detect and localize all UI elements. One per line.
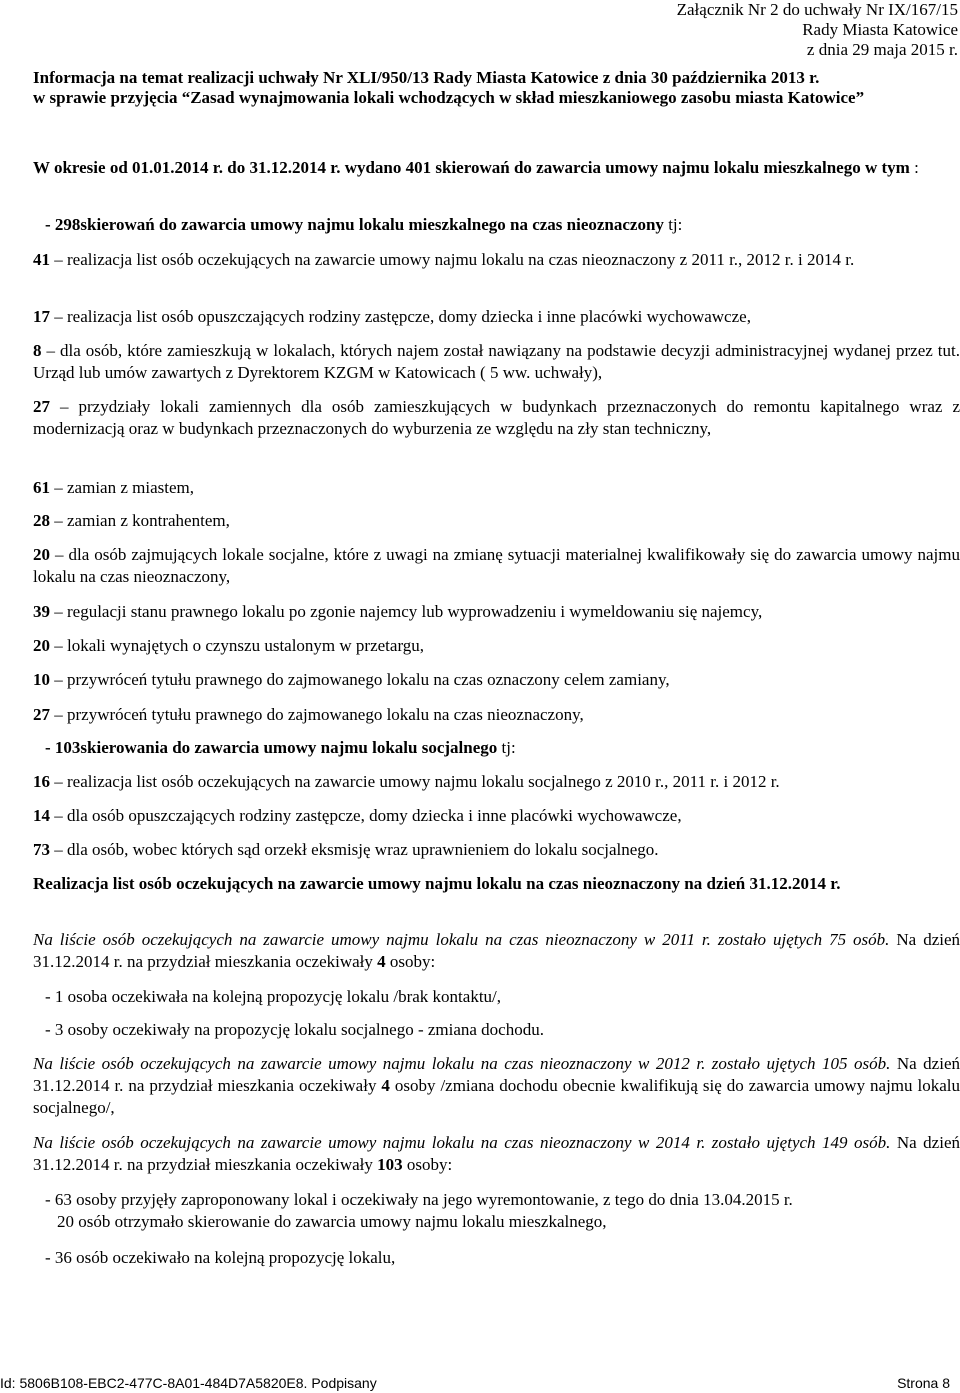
title-line: w sprawie przyjęcia “Zasad wynajmowania lokali wchodzących w skład mieszkaniowego zasobu miasta Katowice” <box>33 88 865 107</box>
title-line: Informacja na temat realizacji uchwały Nr XLI/950/13 Rady Miasta Katowice z dnia 30 października 2013 r. <box>33 68 820 87</box>
item-text: – regulacji stanu prawnego lokalu po zgonie najemcy lub wyprowadzeniu i wymeldowaniu się najemcy, <box>50 602 763 621</box>
section-bold: - 103skierowania do zawarcia umowy najmu lokalu socjalnego <box>45 738 498 757</box>
realization-heading-text: Realizacja list osób oczekujących na zawarcie umowy najmu lokalu na czas nieoznaczony na dzień 31.12.2014 r. <box>33 874 841 893</box>
item-text: – zamian z miastem, <box>50 478 194 497</box>
list-item <box>33 635 960 657</box>
list-item <box>33 510 960 532</box>
item-text: – realizacja list osób oczekujących na zawarcie umowy najmu lokalu na czas nieoznaczony z 2011 r., 2012 r. i 2014 r. <box>50 250 855 269</box>
list-2014-bullet-line: - 63 osoby przyjęły zaproponowany lokal i oczekiwały na jego wyremontowanie, z tego do dnia 13.04.2015 r. <box>45 1190 793 1209</box>
item-number: 27 <box>33 705 50 724</box>
list-2011-text: osoby: <box>385 952 436 971</box>
annex-line: z dnia 29 maja 2015 r. <box>806 40 958 59</box>
item-number: 27 <box>33 397 50 416</box>
list-item <box>33 544 960 588</box>
item-number: 73 <box>33 840 50 859</box>
item-number: 10 <box>33 670 50 689</box>
list-2011-bullet: - 1 osoba oczekiwała na kolejną propozycję lokalu /brak kontaktu/, <box>45 987 502 1006</box>
item-number: 8 <box>33 341 42 360</box>
list-item <box>33 805 960 827</box>
annex-line: Rady Miasta Katowice <box>802 20 958 39</box>
section-heading-1 <box>45 214 960 236</box>
list-2012-italic: Na liście osób oczekujących na zawarcie umowy najmu lokalu na czas nieoznaczony w 2012 r. zostało ujętych 105 osób. <box>33 1054 891 1073</box>
list-item <box>33 340 960 384</box>
list-2011-italic: Na liście osób oczekujących na zawarcie umowy najmu lokalu na czas nieoznaczony w 2011 r. zostało ujętych 75 osób. <box>33 930 890 949</box>
item-text: – dla osób zajmujących lokale socjalne, które z uwagi na zmianę sytuacji materialnej kwalifikowały się do zawarcia umowy najmu lokalu na czas nieoznaczony, <box>33 545 960 586</box>
item-text: – dla osób, które zamieszkują w lokalach, których najem został nawiązany na podstawie decyzji administracyjnej wydanej przez tut. Urząd lub umów zawartych z Dyrektorem KZGM w Katowicach ( 5 ww. uchwały), <box>33 341 960 382</box>
section-tail: tj: <box>663 215 683 234</box>
list-item <box>33 477 960 499</box>
list-2011-text: Na dzień 31.12.2014 r. na przydział mieszkania oczekiwały <box>33 930 960 971</box>
item-number: 20 <box>33 545 50 564</box>
list-item <box>33 249 960 271</box>
list-2011-count: 4 <box>377 952 386 971</box>
item-text: – przywróceń tytułu prawnego do zajmowanego lokalu na czas nieoznaczony, <box>50 705 584 724</box>
list-2012-count: 4 <box>381 1076 390 1095</box>
document-title <box>33 68 960 108</box>
item-number: 41 <box>33 250 50 269</box>
item-text: – zamian z kontrahentem, <box>50 511 230 530</box>
intro-tail: : <box>909 158 919 177</box>
annex-line: Załącznik Nr 2 do uchwały Nr IX/167/15 <box>676 0 958 19</box>
list-item <box>33 771 960 793</box>
item-text: – przydziały lokali zamiennych dla osób zamieszkujących w budynkach przeznaczonych do remontu kapitalnego wraz z modernizacją oraz w budynkach przeznaczonych do wyburzenia ze względu na zły stan techniczny, <box>33 397 960 438</box>
intro-paragraph <box>33 157 960 179</box>
section-bold: - 298skierowań do zawarcia umowy najmu lokalu mieszkalnego na czas nieoznaczony <box>45 215 664 234</box>
item-text: – realizacja list osób oczekujących na zawarcie umowy najmu lokalu socjalnego z 2010 r., 2011 r. i 2012 r. <box>50 772 780 791</box>
list-2014-bullet-line: 20 osób otrzymało skierowanie do zawarcia umowy najmu lokalu mieszkalnego, <box>57 1212 607 1231</box>
list-2014-paragraph <box>33 1132 960 1176</box>
item-number: 14 <box>33 806 50 825</box>
list-item <box>33 704 960 726</box>
list-2014-italic: Na liście osób oczekujących na zawarcie umowy najmu lokalu na czas nieoznaczony w 2014 r. zostało ujętych 149 osób. <box>33 1133 891 1152</box>
list-item <box>33 839 960 861</box>
intro-bold: W okresie od 01.01.2014 r. do 31.12.2014 r. wydano 401 skierowań do zawarcia umowy najmu lokalu mieszkalnego w tym <box>33 158 910 177</box>
list-item <box>33 396 960 440</box>
item-text: – przywróceń tytułu prawnego do zajmowanego lokalu na czas oznaczony celem zamiany, <box>50 670 670 689</box>
item-number: 16 <box>33 772 50 791</box>
list-2014-bullet: - 36 osób oczekiwało na kolejną propozycję lokalu, <box>45 1248 396 1267</box>
item-text: – realizacja list osób opuszczających rodziny zastępcze, domy dziecka i inne placówki wychowawcze, <box>50 307 751 326</box>
list-item <box>33 601 960 623</box>
section-heading-2 <box>45 737 960 759</box>
item-number: 39 <box>33 602 50 621</box>
item-number: 20 <box>33 636 50 655</box>
list-item <box>33 669 960 691</box>
realization-heading <box>33 873 960 895</box>
list-item <box>33 306 960 328</box>
list-2011-paragraph <box>33 929 960 973</box>
list-2012-text: osoby /zmiana dochodu obecnie kwalifikują się do zawarcia umowy najmu lokalu socjalnego/, <box>33 1076 960 1117</box>
item-number: 61 <box>33 478 50 497</box>
item-number: 17 <box>33 307 50 326</box>
page-number: Strona 8 <box>897 1375 950 1391</box>
item-text: – dla osób, wobec których sąd orzekł eksmisję wraz uprawnieniem do lokalu socjalnego. <box>50 840 659 859</box>
item-text: – dla osób opuszczających rodziny zastępcze, domy dziecka i inne placówki wychowawcze, <box>50 806 682 825</box>
list-2012-text: Na dzień 31.12.2014 r. na przydział mieszkania oczekiwały <box>33 1054 960 1095</box>
list-2014-text: Na dzień 31.12.2014 r. na przydział mieszkania oczekiwały <box>33 1133 960 1174</box>
list-2014-text: osoby: <box>402 1155 453 1174</box>
section-tail: tj: <box>497 738 516 757</box>
list-2014-bullet <box>45 1189 960 1233</box>
item-number: 28 <box>33 511 50 530</box>
document-id: Id: 5806B108-EBC2-477C-8A01-484D7A5820E8. Podpisany <box>0 1375 377 1391</box>
list-2012-paragraph <box>33 1053 960 1119</box>
list-2011-bullet: - 3 osoby oczekiwały na propozycję lokalu socjalnego - zmiana dochodu. <box>45 1020 544 1039</box>
list-2014-count: 103 <box>377 1155 403 1174</box>
item-text: – lokali wynajętych o czynszu ustalonym w przetargu, <box>50 636 425 655</box>
annex-header <box>677 0 958 60</box>
